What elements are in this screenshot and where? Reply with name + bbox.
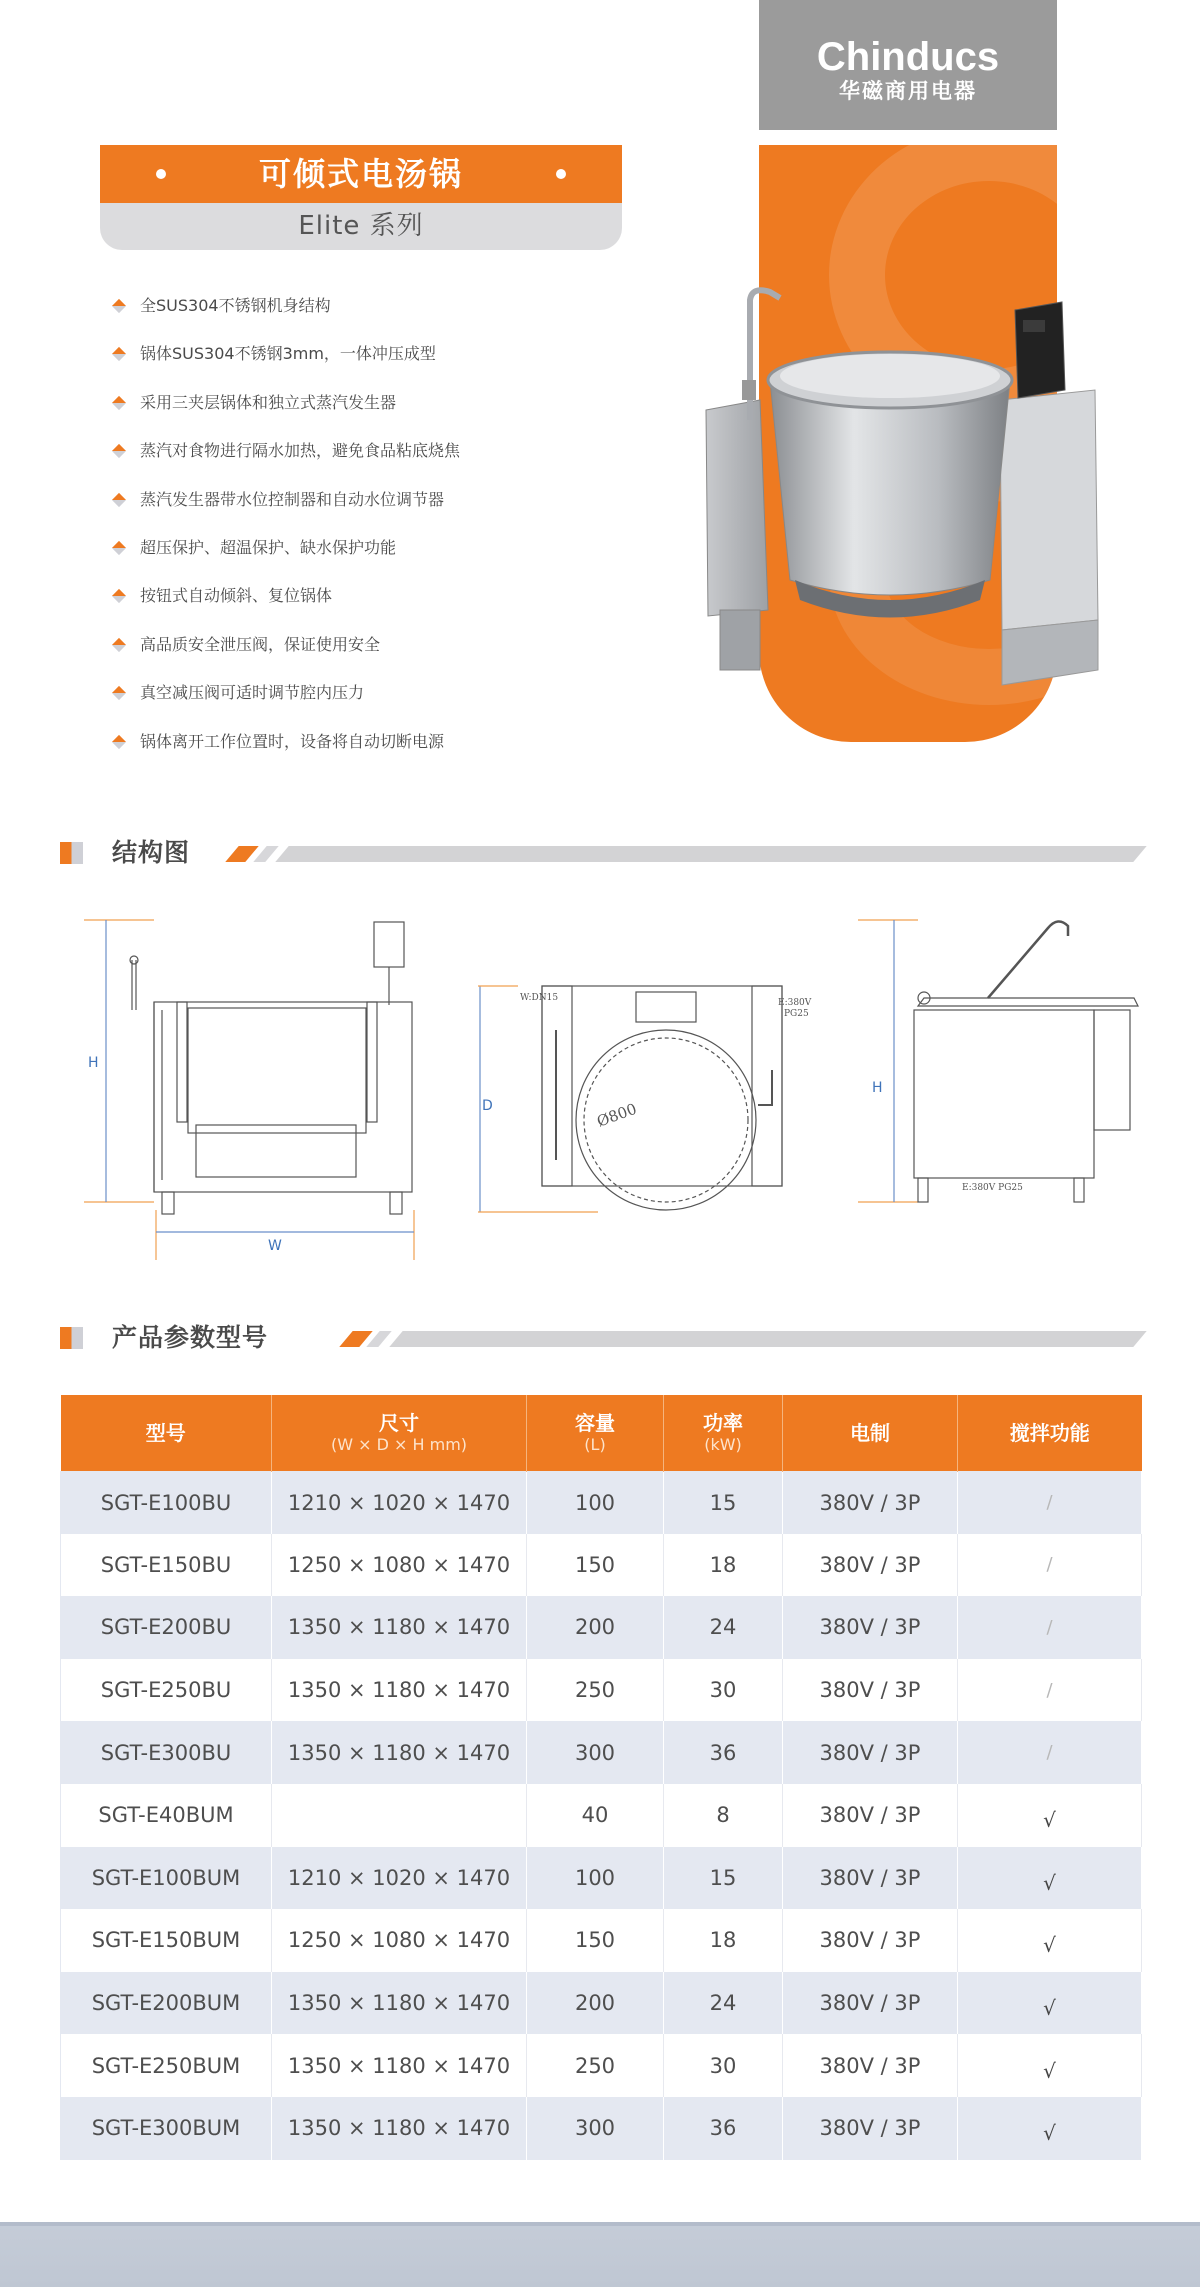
table-cell: 1350 × 1180 × 1470 xyxy=(272,1596,527,1659)
table-cell: 18 xyxy=(664,1909,783,1972)
table-cell: 15 xyxy=(664,1471,783,1534)
table-row xyxy=(61,1471,1142,1534)
feature-item: 真空减压阀可适时调节腔内压力 xyxy=(112,671,460,719)
column-header: 尺寸 (W × D × H mm) xyxy=(272,1395,527,1471)
table-cell: √ xyxy=(958,1784,1142,1847)
section-marker-icon xyxy=(60,1327,83,1349)
table-cell: 300 xyxy=(527,1721,664,1784)
table-cell: / xyxy=(958,1659,1142,1722)
table-cell: / xyxy=(958,1596,1142,1659)
table-cell: 380V / 3P xyxy=(783,2034,958,2097)
footer-band xyxy=(0,2222,1200,2287)
table-cell: 36 xyxy=(664,1721,783,1784)
brand-name: Chinducs xyxy=(816,35,1000,79)
table-row xyxy=(61,1534,1142,1597)
table-row xyxy=(61,2034,1142,2097)
table-cell: SGT-E40BUM xyxy=(61,1784,272,1847)
table-cell: 300 xyxy=(527,2097,664,2160)
table-cell: 380V / 3P xyxy=(783,1784,958,1847)
footer-divider xyxy=(0,2222,1200,2226)
feature-item: 超压保护、超温保护、缺水保护功能 xyxy=(112,526,460,574)
feature-item: 蒸汽对食物进行隔水加热，避免食品粘底烧焦 xyxy=(112,429,460,477)
product-image xyxy=(690,280,1110,700)
diamond-bullet-icon xyxy=(112,299,126,313)
table-cell: 380V / 3P xyxy=(783,2097,958,2160)
table-cell xyxy=(272,1784,527,1847)
table-cell: √ xyxy=(958,1972,1142,2035)
brand-logo xyxy=(759,0,1057,130)
table-cell: 250 xyxy=(527,2034,664,2097)
table-cell: 1210 × 1020 × 1470 xyxy=(272,1471,527,1534)
gland-note: PG25 xyxy=(784,1009,809,1019)
table-cell: SGT-E200BUM xyxy=(61,1972,272,2035)
column-header: 容量 (L) xyxy=(527,1395,664,1471)
table-cell: 30 xyxy=(664,2034,783,2097)
table-cell: 380V / 3P xyxy=(783,1909,958,1972)
table-row xyxy=(61,2097,1142,2160)
diamond-bullet-icon xyxy=(112,638,126,652)
bullet-dot-icon xyxy=(556,169,566,179)
side-view-drawing xyxy=(858,910,1148,1210)
table-cell: SGT-E250BUM xyxy=(61,2034,272,2097)
diamond-bullet-icon xyxy=(112,347,126,361)
table-cell: 380V / 3P xyxy=(783,1471,958,1534)
table-header-row xyxy=(61,1395,1142,1471)
table-cell: 1350 × 1180 × 1470 xyxy=(272,2097,527,2160)
table-cell: 380V / 3P xyxy=(783,1596,958,1659)
table-row xyxy=(61,1909,1142,1972)
table-cell: 200 xyxy=(527,1972,664,2035)
table-cell: 24 xyxy=(664,1972,783,2035)
brand-subtitle: 华磁商用电器 xyxy=(839,79,977,103)
table-row xyxy=(61,1596,1142,1659)
table-cell: 1210 × 1020 × 1470 xyxy=(272,1847,527,1910)
feature-item: 全SUS304不锈钢机身结构 xyxy=(112,284,460,332)
table-cell: 1350 × 1180 × 1470 xyxy=(272,1721,527,1784)
table-cell: 100 xyxy=(527,1847,664,1910)
table-cell: / xyxy=(958,1471,1142,1534)
height-label: H xyxy=(88,1055,99,1071)
height-label: H xyxy=(872,1080,883,1096)
column-header: 功率 (kW) xyxy=(664,1395,783,1471)
feature-item: 锅体SUS304不锈钢3mm，一体冲压成型 xyxy=(112,332,460,380)
diameter-label: Ø800 xyxy=(594,1099,640,1131)
table-cell: 24 xyxy=(664,1596,783,1659)
table-cell: / xyxy=(958,1534,1142,1597)
feature-item: 高品质安全泄压阀，保证使用安全 xyxy=(112,623,460,671)
spec-table xyxy=(60,1395,1142,2160)
table-cell: 100 xyxy=(527,1471,664,1534)
table-cell: SGT-E150BUM xyxy=(61,1909,272,1972)
table-cell: √ xyxy=(958,2097,1142,2160)
table-row xyxy=(61,1784,1142,1847)
table-cell: √ xyxy=(958,2034,1142,2097)
table-cell: 40 xyxy=(527,1784,664,1847)
table-cell: 36 xyxy=(664,2097,783,2160)
depth-label: D xyxy=(482,1098,493,1114)
table-cell: 380V / 3P xyxy=(783,1534,958,1597)
table-row xyxy=(61,1721,1142,1784)
power-note: E:380V xyxy=(778,998,812,1008)
table-cell: 380V / 3P xyxy=(783,1659,958,1722)
water-note: W:DN15 xyxy=(520,993,559,1003)
diamond-bullet-icon xyxy=(112,686,126,700)
table-cell: SGT-E100BU xyxy=(61,1471,272,1534)
column-header: 型号 xyxy=(61,1395,272,1471)
table-cell: 1350 × 1180 × 1470 xyxy=(272,2034,527,2097)
section-header-params xyxy=(60,1323,1140,1353)
table-cell: 1350 × 1180 × 1470 xyxy=(272,1659,527,1722)
feature-item: 锅体离开工作位置时，设备将自动切断电源 xyxy=(112,720,460,768)
table-row xyxy=(61,1972,1142,2035)
table-cell: / xyxy=(958,1721,1142,1784)
table-cell: 150 xyxy=(527,1909,664,1972)
table-row xyxy=(61,1847,1142,1910)
table-cell: 1350 × 1180 × 1470 xyxy=(272,1972,527,2035)
diamond-bullet-icon xyxy=(112,541,126,555)
diamond-bullet-icon xyxy=(112,444,126,458)
feature-item: 蒸汽发生器带水位控制器和自动水位调节器 xyxy=(112,478,460,526)
top-view-drawing xyxy=(478,920,818,1220)
table-cell: 150 xyxy=(527,1534,664,1597)
column-header: 电制 xyxy=(783,1395,958,1471)
table-cell: 1250 × 1080 × 1470 xyxy=(272,1909,527,1972)
table-cell: √ xyxy=(958,1909,1142,1972)
table-cell: 380V / 3P xyxy=(783,1847,958,1910)
section-marker-icon xyxy=(60,842,83,864)
table-cell: 200 xyxy=(527,1596,664,1659)
table-cell: SGT-E150BU xyxy=(61,1534,272,1597)
power-note: E:380V PG25 xyxy=(962,1183,1023,1193)
table-cell: SGT-E250BU xyxy=(61,1659,272,1722)
diamond-bullet-icon xyxy=(112,492,126,506)
table-cell: 250 xyxy=(527,1659,664,1722)
table-cell: 15 xyxy=(664,1847,783,1910)
product-title-bar xyxy=(100,145,622,203)
bullet-dot-icon xyxy=(156,169,166,179)
table-cell: √ xyxy=(958,1847,1142,1910)
feature-item: 按钮式自动倾斜、复位锅体 xyxy=(112,574,460,622)
table-cell: 1250 × 1080 × 1470 xyxy=(272,1534,527,1597)
diamond-bullet-icon xyxy=(112,589,126,603)
front-view-drawing xyxy=(84,910,424,1260)
table-cell: SGT-E100BUM xyxy=(61,1847,272,1910)
product-title: 可倾式电汤锅 xyxy=(258,155,463,193)
table-cell: 8 xyxy=(664,1784,783,1847)
diamond-bullet-icon xyxy=(112,396,126,410)
feature-list xyxy=(112,284,460,768)
product-series: Elite 系列 xyxy=(100,203,622,250)
section-title: 产品参数型号 xyxy=(112,1323,269,1352)
width-label: W xyxy=(268,1238,282,1254)
table-cell: 380V / 3P xyxy=(783,1721,958,1784)
table-cell: 18 xyxy=(664,1534,783,1597)
table-cell: SGT-E200BU xyxy=(61,1596,272,1659)
table-row xyxy=(61,1659,1142,1722)
section-header-structure xyxy=(60,838,1140,868)
diamond-bullet-icon xyxy=(112,734,126,748)
table-cell: 380V / 3P xyxy=(783,1972,958,2035)
column-header: 搅拌功能 xyxy=(958,1395,1142,1471)
table-cell: SGT-E300BU xyxy=(61,1721,272,1784)
table-cell: 30 xyxy=(664,1659,783,1722)
table-cell: SGT-E300BUM xyxy=(61,2097,272,2160)
section-title: 结构图 xyxy=(112,838,191,867)
feature-item: 采用三夹层锅体和独立式蒸汽发生器 xyxy=(112,381,460,429)
